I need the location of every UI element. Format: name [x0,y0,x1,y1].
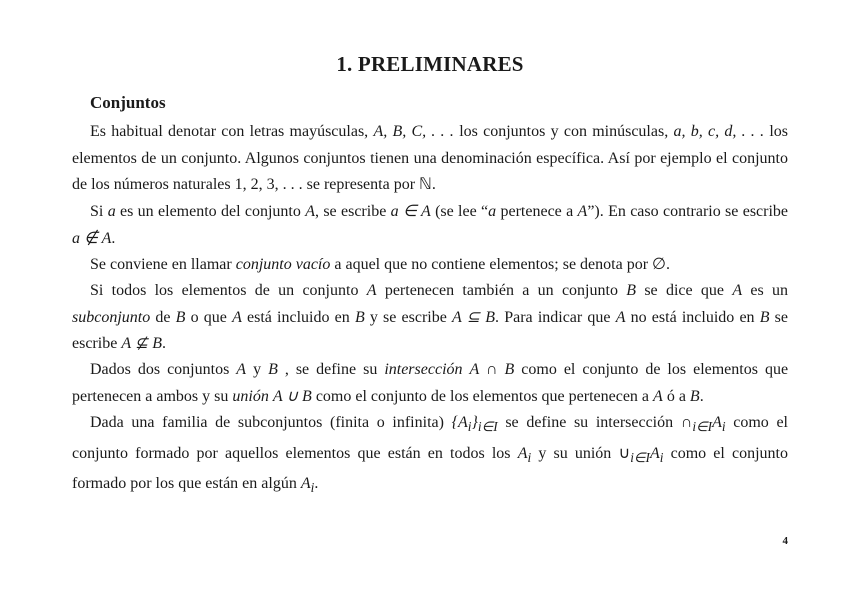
text-span: pertenece a [496,203,578,220]
math-span: A [300,475,311,493]
emphasis-span: conjunto vacío [235,256,331,273]
text-span: se dice que [636,282,733,299]
text-span: . [314,475,319,493]
text-span: es un elemento del conjunto [115,203,306,220]
math-span: a ∈ A [390,203,431,220]
text-span: los elementos de un conjunto. Algunos conjuntos tienen una denominación específica. Así por ejemplo el conjunto de los números naturales 1, 2, 3, . . . se representa por ℕ. [72,123,789,193]
text-span: . [111,229,116,247]
math-span: a ∉ A [72,229,112,247]
emphasis-span: subconjunto [72,308,151,326]
subscript: i [659,449,664,465]
paragraph-membership [72,199,788,252]
text-span: Dada una familia de subconjuntos (finita o infinita) [90,414,452,431]
math-span: B [268,361,278,378]
subscript: i [721,419,726,435]
text-span: como el conjunto de los elementos que pertenecen a [311,387,654,405]
text-span: como el conjunto formado por los que están en algún [72,444,788,493]
math-span: A [577,203,588,220]
math-span: B [175,308,186,326]
math-span: A [649,444,660,462]
math-span: B [626,282,637,299]
math-span: B [689,387,700,405]
text-span: Dados dos conjuntos [90,361,237,378]
subscript: i∈I [692,419,713,435]
math-span: A [712,414,722,431]
paragraph-sets-notation [72,119,788,199]
text-span: . [161,335,166,352]
text-span: , se escribe [315,203,391,220]
text-span: como el conjunto formado por aquellos elementos que están en todos los [72,414,789,462]
paragraph-intersection-union [72,357,788,410]
text-span: , se define su [277,361,385,378]
math-span: A ∩ B [469,361,515,378]
text-span: . [699,387,704,405]
math-span: a [488,203,497,220]
math-span: A ∪ B [272,387,312,405]
paragraph-family-of-sets [72,410,788,502]
text-span: (se lee “ [430,203,489,220]
text-span: se define su intersección ∩ [497,414,693,431]
text-span: Si todos los elementos de un conjunto [90,282,367,299]
section-title: Conjuntos [90,93,166,112]
math-span: B [759,308,770,326]
subscript: i∈I [630,449,650,465]
math-span: a [107,203,116,220]
text-span: y [246,361,269,378]
math-span: A ⊈ B [121,335,162,352]
subscript: i [310,480,315,496]
text-span: y se escribe [364,308,453,326]
text-span: los conjuntos y con minúsculas, [453,123,674,140]
subscript: i [467,419,472,435]
math-span: A [232,308,242,326]
text-span: ó a [662,387,690,405]
math-span: A [517,444,528,462]
text-span: y su unión ∪ [531,444,631,462]
math-span: A [653,387,663,405]
page-number: 4 [782,535,788,547]
math-span: B [354,308,365,326]
text-span: Se conviene en llamar [90,256,236,273]
emphasis-span: intersección [384,361,463,378]
math-span: A [366,282,377,299]
text-span: no está incluido en [625,308,760,326]
text-span: . Para indicar que [495,308,616,326]
text-span: está incluido en [241,308,355,326]
text-span: de [150,308,176,326]
text-span: Es habitual denotar con letras mayúsculas, [90,123,374,140]
text-span: Si [90,203,108,220]
text-span: se escribe [72,308,789,352]
text-span: ”). En caso contrario se escribe [587,203,789,220]
text-span: o que [185,308,233,326]
math-span: {A [451,414,468,431]
math-span: A [732,282,743,299]
math-span: A [305,203,315,220]
text-span: como el conjunto de los elementos que pertenecen a ambos y su [72,361,789,405]
text-span: es un [742,282,789,299]
math-span: } [471,414,478,431]
text-span: pertenecen también a un conjunto [376,282,627,299]
paragraph-empty-set [72,252,788,279]
subscript: i [527,449,532,465]
paragraph-subset [72,278,788,358]
text-span [463,361,470,378]
math-span: A [236,361,247,378]
subscript: i∈I [477,419,498,435]
math-span: A ⊆ B [452,308,496,326]
text-span: a aquel que no contiene elementos; se denota por ∅. [330,256,670,273]
math-span: A, B, C, . . . [373,123,454,140]
math-span: A [615,308,626,326]
emphasis-span: unión [232,387,269,405]
math-span: a, b, c, d, . . . [673,123,765,140]
chapter-heading: 1. PRELIMINARES [336,52,524,76]
